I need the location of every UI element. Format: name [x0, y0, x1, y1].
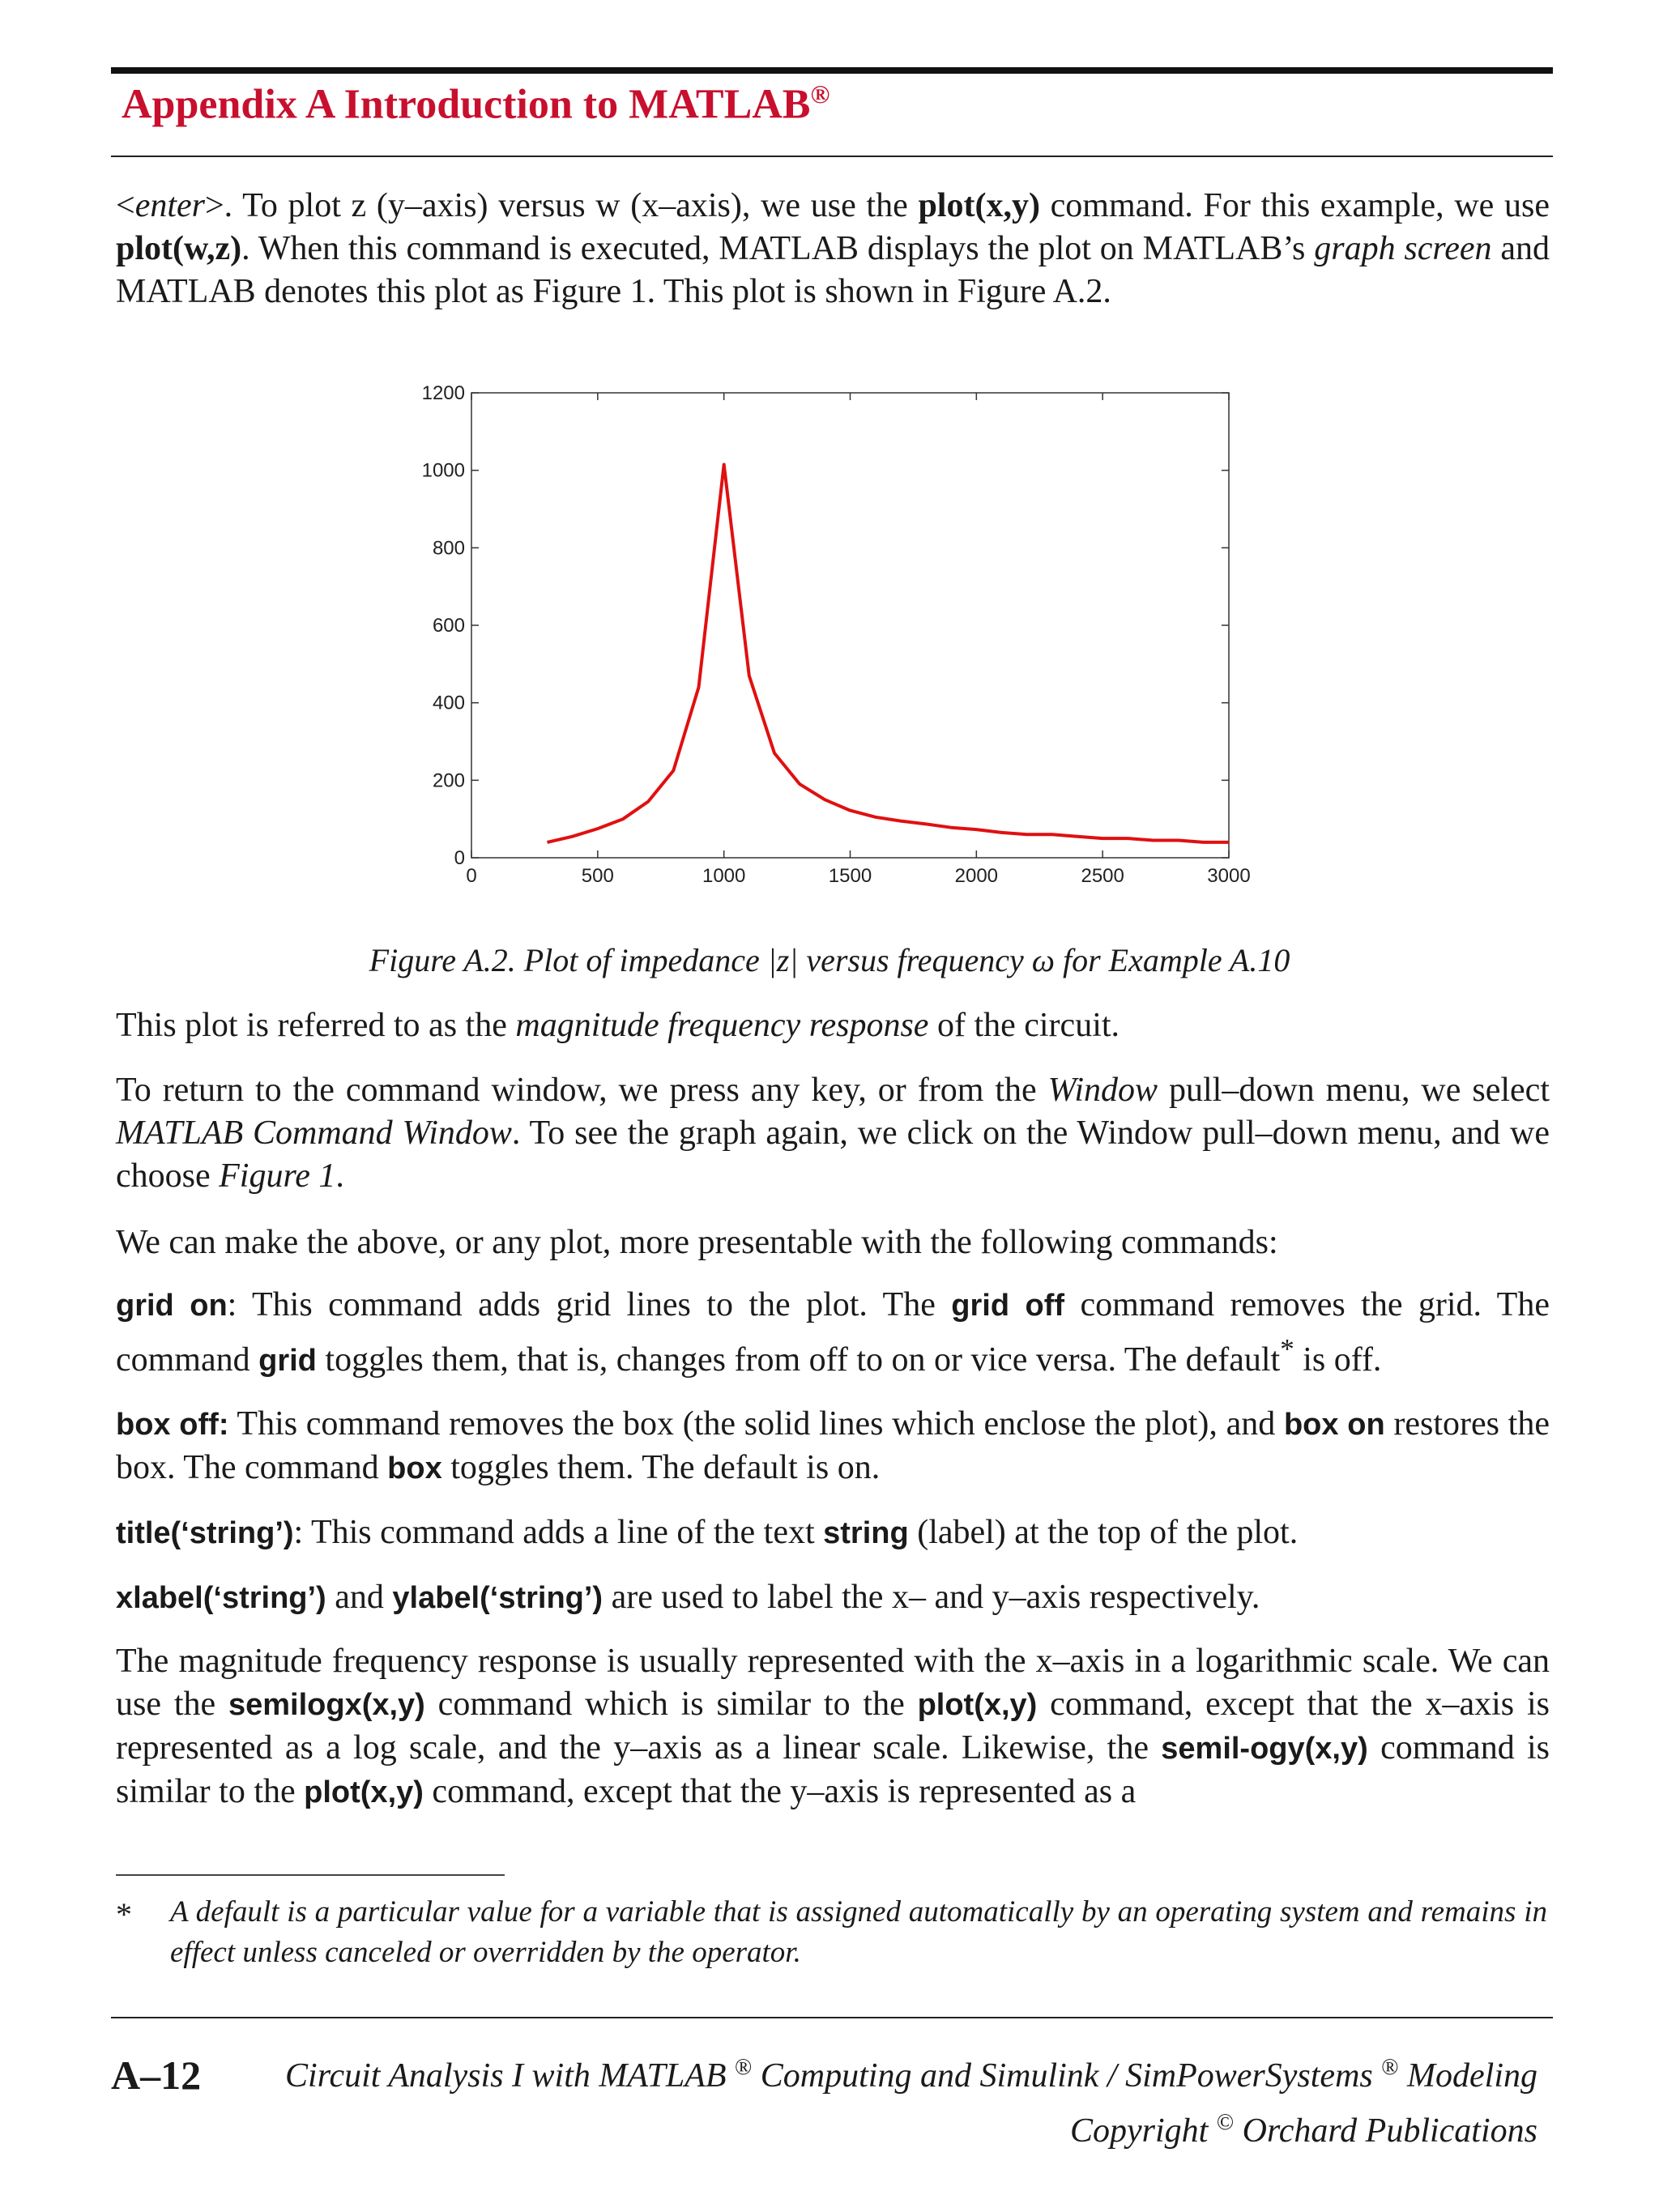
paragraph-grid-on: grid on: This command adds grid lines to the plot. The grid off command removes the grid. The command grid toggles them, that is, changes from off to on or vice versa. The default* is off. [116, 1286, 1550, 1379]
plot-box [471, 393, 1229, 858]
paragraph-title-command: title(‘string’): This command adds a line of the text string (label) at the top of the plot. [116, 1514, 1299, 1551]
x-tick-label: 1000 [702, 865, 746, 887]
y-tick-label: 600 [432, 615, 465, 637]
footer-book-title: Circuit Analysis I with MATLAB ® Computing and Simulink / SimPowerSystems ® Modeling [285, 2055, 1537, 2095]
y-tick-label: 200 [432, 769, 465, 792]
footnote-marker: * [1280, 1333, 1294, 1365]
x-tick-label: 0 [466, 865, 477, 887]
y-tick-label: 1200 [421, 382, 465, 404]
header-rule-thick [111, 67, 1553, 74]
y-tick-label: 800 [432, 537, 465, 560]
paragraph-plot-intro: <enter>. To plot z (y–axis) versus w (x–axis), we use the plot(x,y) command. For this example, we use plot(w,z). When this command is executed, MATLAB displays the plot on MATLAB’s graph screen and MATLAB denotes this plot as Figure 1. This plot is shown in Figure A.2. [116, 187, 1550, 310]
page-header: Appendix A Introduction to MATLAB® [122, 79, 830, 128]
x-tick-label: 3000 [1207, 865, 1251, 887]
x-tick-label: 2500 [1081, 865, 1124, 887]
y-tick-label: 400 [432, 692, 465, 714]
figure-caption: Figure A.2. Plot of impedance |z| versus frequency ω for Example A.10 [369, 942, 1290, 978]
x-tick-label: 500 [581, 865, 614, 887]
footer-rule [111, 2017, 1553, 2018]
footnote-rule [116, 1874, 505, 1876]
paragraph-label-commands: xlabel(‘string’) and ylabel(‘string’) are used to label the x– and y–axis respectively. [116, 1579, 1260, 1616]
page-number: A–12 [111, 2052, 202, 2098]
x-tick-label: 1500 [828, 865, 872, 887]
y-tick-label: 1000 [421, 459, 465, 482]
paragraph-command-window: To return to the command window, we press any key, or from the Window pull–down menu, we select MATLAB Command Window. To see the graph again, we click on the Window pull–down menu, and we choose Figure 1. [116, 1072, 1550, 1195]
header-rule-thin [111, 156, 1553, 157]
paragraph-presentable: We can make the above, or any plot, more presentable with the following commands: [116, 1224, 1278, 1261]
x-tick-label: 2000 [954, 865, 999, 887]
impedance-plot [381, 373, 1272, 907]
y-tick-label: 0 [454, 847, 465, 869]
paragraph-semilog: The magnitude frequency response is usually represented with the x–axis in a logarithmic scale. We can use the semilogx(x,y) command which is similar to the plot(x,y) command, except that the x–axis is represented as a log scale, and the y–axis as a linear scale. Likewise, the semil-ogy(x,y) command is similar to the plot(x,y) command, except that the y–axis is represented as a [116, 1643, 1550, 1810]
paragraph-magnitude-response: This plot is referred to as the magnitude frequency response of the circuit. [116, 1007, 1120, 1044]
footnote-star: * [116, 1896, 132, 1933]
impedance-series-line [548, 465, 1230, 842]
footnote-text: A default is a particular value for a variable that is assigned automatically by an operating system and remains in effect unless canceled or overridden by the operator. [170, 1895, 1547, 1969]
footer-copyright: Copyright © Orchard Publications [1070, 2110, 1537, 2150]
paragraph-box-off: box off: This command removes the box (the solid lines which enclose the plot), and box on restores the box. The command box toggles them. The default is on. [116, 1405, 1550, 1486]
